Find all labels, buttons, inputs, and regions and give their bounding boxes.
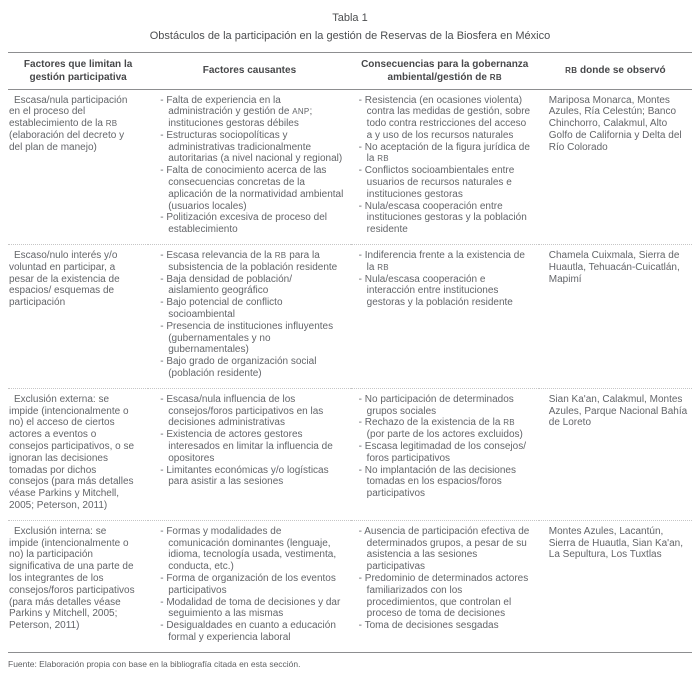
causal-factors-cell xyxy=(148,388,350,520)
causal-factors-cell xyxy=(148,89,350,245)
table-header xyxy=(8,52,692,89)
reserves-text: Sian Ka'an, Calakmul, Montes Azules, Parque Nacional Bahía de Loreto xyxy=(548,393,688,429)
cause-item: - Bajo potencial de conflicto socioambiental xyxy=(160,297,344,321)
consequence-item: - No participación de determinados grupos sociales xyxy=(359,394,533,418)
col-header-reserves: RB donde se observó xyxy=(539,52,692,89)
consequences-cell xyxy=(351,89,539,245)
reserves-text: Montes Azules, Lacantún, Sierra de Huautla, Sian Ka'an, La Sepultura, Los Tuxtlas xyxy=(548,525,683,561)
cause-item: - Forma de organización de los eventos participativos xyxy=(160,573,344,597)
cause-item: - Modalidad de toma de decisiones y dar seguimiento a las mismas xyxy=(160,597,344,621)
consequence-item: - No aceptación de la figura jurídica de la RB xyxy=(359,142,533,166)
reserves-cell xyxy=(539,245,692,389)
cause-item: - Bajo grado de organización social (población residente) xyxy=(160,356,344,380)
limiting-factor-text: Exclusión interna: se impide (intencionalmente o no) la participación significativa de una parte de los integrantes de los consejos/foros participativos (para más detalles véase Parkins y Mitchell, 2005; Peterson, 2011) xyxy=(9,525,135,632)
limiting-factor-text: Exclusión externa: se impide (intencionalmente o no) el acceso de ciertos actores a eventos o consejos participativos, o se ignoran las decisiones tomadas por dichos consejos (para más detalles véase Parkins y Mitchell, 2005; Peterson, 2011) xyxy=(9,393,135,511)
cause-item: - Escasa relevancia de la RB para la subsistencia de la población residente xyxy=(160,250,344,274)
col-header-limiting-factors: Factores que limitan la gestión participativa xyxy=(8,52,148,89)
consequence-item: - Resistencia (en ocasiones violenta) contra las medidas de gestión, sobre todo contra restricciones del acceso a y uso de los recursos naturales xyxy=(359,95,533,142)
table-number: Tabla 1 xyxy=(332,12,368,24)
consequence-item: - Toma de decisiones sesgadas xyxy=(359,620,533,632)
limiting-factor-cell xyxy=(8,245,148,389)
consequence-item: - No implantación de las decisiones tomadas en los espacios/foros participativos xyxy=(359,465,533,500)
limiting-factor-cell xyxy=(8,520,148,652)
cause-item: - Politización excesiva de proceso del establecimiento xyxy=(160,212,344,236)
table-row xyxy=(8,520,692,652)
reserves-text: Mariposa Monarca, Montes Azules, Ría Celestún; Banco Chinchorro, Calakmul, Alto Golfo de California y Delta del Río Colorado xyxy=(548,94,682,153)
table-caption: Obstáculos de la participación en la gestión de Reservas de la Biosfera en México xyxy=(149,29,551,42)
cause-item: - Falta de experiencia en la administración y gestión de ANP; instituciones gestoras débiles xyxy=(160,95,344,130)
cause-item: - Estructuras sociopolíticas y administrativas tradicionalmente autoritarias (a nivel nacional y regional) xyxy=(160,130,344,165)
obstacles-table xyxy=(8,52,692,653)
table-row xyxy=(8,245,692,389)
consequence-item: - Rechazo de la existencia de la RB (por parte de los actores excluidos) xyxy=(359,417,533,441)
cause-item: - Falta de conocimiento acerca de las consecuencias concretas de la aplicación de la normatividad ambiental (usuarios locales) xyxy=(160,165,344,212)
consequence-item: - Nula/escasa cooperación e interacción entre instituciones gestoras y la población residente xyxy=(359,274,533,309)
cause-item: - Escasa/nula influencia de los consejos/foros participativos en las decisiones administrativas xyxy=(160,394,344,429)
table-row xyxy=(8,89,692,245)
cause-item: - Desigualdades en cuanto a educación formal y experiencia laboral xyxy=(160,620,344,644)
consequence-item: - Conflictos socioambientales entre usuarios de recursos naturales e instituciones gestoras xyxy=(359,165,533,200)
consequence-item: - Escasa legitimadad de los consejos/ foros participativos xyxy=(359,441,533,465)
limiting-factor-cell xyxy=(8,388,148,520)
reserves-cell xyxy=(539,388,692,520)
limiting-factor-cell xyxy=(8,89,148,245)
limiting-factor-text: Escasa/nula participación en el proceso del establecimiento de la RB (elaboración del decreto y del plan de manejo) xyxy=(9,94,128,153)
reserves-text: Chamela Cuixmala, Sierra de Huautla, Tehuacán-Cuicatlán, Mapimí xyxy=(548,250,680,285)
consequence-item: - Indiferencia frente a la existencia de la RB xyxy=(359,250,533,274)
consequences-cell xyxy=(351,388,539,520)
col-header-consequences: Consecuencias para la gobernanza ambiental/gestión de RB xyxy=(351,52,539,89)
cause-item: - Formas y modalidades de comunicación dominantes (lenguaje, idioma, tecnología usada, vestimenta, conducta, etc.) xyxy=(160,526,344,573)
header-row xyxy=(8,52,692,89)
reserves-cell xyxy=(539,520,692,652)
source-note: Fuente: Elaboración propia con base en la bibliografía citada en esta sección. xyxy=(8,658,301,669)
cause-item: - Baja densidad de población/ aislamiento geográfico xyxy=(160,274,344,298)
consequence-item: - Nula/escasa cooperación entre instituciones gestoras y la población residente xyxy=(359,201,533,236)
consequence-item: - Ausencia de participación efectiva de determinados grupos, a pesar de su asistencia a las sesiones participativas xyxy=(359,526,533,573)
causal-factors-cell xyxy=(148,520,350,652)
consequences-cell xyxy=(351,520,539,652)
col-header-causal-factors: Factores causantes xyxy=(148,52,350,89)
cause-item: - Presencia de instituciones influyentes (gubernamentales y no gubernamentales) xyxy=(160,321,344,356)
causal-factors-cell xyxy=(148,245,350,389)
cause-item: - Limitantes económicas y/o logísticas para asistir a las sesiones xyxy=(160,465,344,489)
table-row xyxy=(8,388,692,520)
limiting-factor-text: Escaso/nulo interés y/o voluntad en participar, a pesar de la existencia de espacios/ esquemas de participación xyxy=(9,250,120,309)
consequences-cell xyxy=(351,245,539,389)
table-body xyxy=(8,89,692,652)
reserves-cell xyxy=(539,89,692,245)
cause-item: - Existencia de actores gestores interesados en limitar la influencia de opositores xyxy=(160,429,344,464)
consequence-item: - Predominio de determinados actores familiarizados con los procedimientos, que controlan el proceso de toma de decisiones xyxy=(359,573,533,620)
